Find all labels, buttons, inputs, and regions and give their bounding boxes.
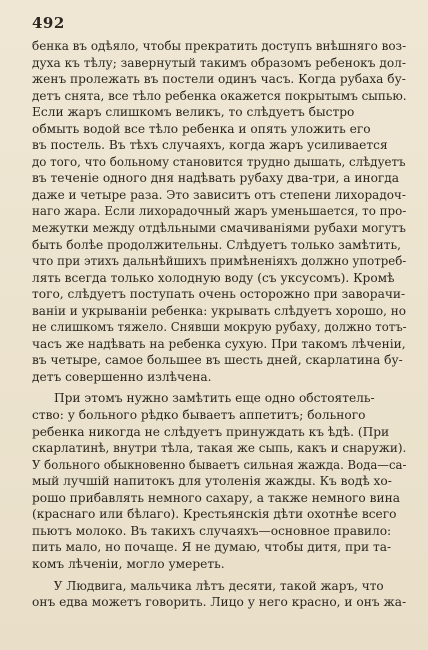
text-line: онъ едва можетъ говорить. Лицо у него красно, и онъ жа- bbox=[32, 595, 406, 610]
text-line: обмыть водой все тѣло ребенка и опять уложить его bbox=[32, 121, 371, 136]
text-line: При этомъ нужно замѣтить еще одно обстоятель- bbox=[54, 391, 375, 406]
text-line: межутки между отдѣльными смачиваніями рубахи могутъ bbox=[32, 221, 406, 236]
text-line: что при этихъ дальнѣйшихъ примѣненіяхъ должно употреб- bbox=[32, 254, 407, 269]
text-line: не слишкомъ тяжело. Снявши мокрую рубаху, должно тотъ- bbox=[32, 320, 407, 335]
text-line: даже и четыре раза. Это зависитъ отъ степени лихорадоч- bbox=[32, 187, 406, 202]
text-line: бенка въ одѣяло, чтобы прекратить доступъ внѣшняго воз- bbox=[32, 39, 407, 53]
text-line: мый лучшій напитокъ для утоленія жажды. Къ водѣ хо- bbox=[32, 474, 392, 489]
paragraph bbox=[32, 578, 406, 611]
text-line: детъ снята, все тѣло ребенка окажется покрытымъ сыпью. bbox=[32, 88, 407, 103]
text-line: женъ пролежать въ постели одинъ часъ. Когда рубаха бу- bbox=[32, 72, 406, 87]
text-line: У Людвига, мальчика лѣтъ десяти, такой жаръ, что bbox=[53, 578, 384, 593]
text-line: того, слѣдуетъ поступать очень осторожно при заворачи- bbox=[32, 287, 406, 302]
page-number: 492 bbox=[32, 14, 65, 32]
text-line: Если жаръ слишкомъ великъ, то слѣдуетъ быстро bbox=[32, 105, 355, 120]
text-line: рошо прибавлять немного сахару, а также немного вина bbox=[32, 490, 401, 505]
text-line: пить мало, но почаще. Я не думаю, чтобы дитя, при та- bbox=[32, 540, 392, 555]
text-line: быть болѣе продолжительны. Слѣдуетъ только замѣтить, bbox=[32, 237, 402, 252]
paragraph bbox=[32, 38, 406, 385]
text-line: въ четыре, самое большее въ шесть дней, скарлатина бу- bbox=[32, 353, 403, 368]
text-line: ребенка никогда не слѣдуетъ принуждать къ ѣдѣ. (При bbox=[32, 424, 390, 439]
text-line: скарлатинѣ, внутри тѣла, такая же сыпь, какъ и снаружи). bbox=[32, 441, 407, 456]
text-line: въ постель. Въ тѣхъ случаяхъ, когда жаръ усиливается bbox=[32, 138, 388, 153]
text-line: ство: у больного рѣдко бываетъ аппетитъ; больного bbox=[32, 408, 366, 423]
text-line: пьютъ молоко. Въ такихъ случаяхъ—основное правило: bbox=[32, 523, 392, 538]
text-line: ваніи и укрываніи ребенка: укрывать слѣдуетъ хорошо, но bbox=[32, 303, 406, 318]
text-line: до того, что больному становится трудно дышать, слѣдуетъ bbox=[32, 154, 406, 169]
text-line: часъ же надѣвать на ребенка сухую. При такомъ лѣченіи, bbox=[32, 336, 406, 351]
text-line: наго жара. Если лихорадочный жаръ уменьшается, то про- bbox=[32, 204, 407, 219]
text-line: въ теченіе одного дня надѣвать рубаху два-три, а иногда bbox=[32, 171, 400, 186]
text-line: (краснаго или бѣлаго). Крестьянскія дѣти охотнѣе всего bbox=[32, 507, 397, 522]
text-line: детъ совершенно излѣчена. bbox=[32, 369, 212, 384]
text-line: комъ лѣченіи, могло умереть. bbox=[32, 556, 225, 571]
body-text bbox=[32, 38, 406, 611]
paragraph bbox=[32, 390, 406, 572]
text-line: У больного обыкновенно бываетъ сильная жажда. Вода—са- bbox=[32, 457, 407, 472]
text-line: лять всегда только холодную воду (съ уксусомъ). Кромѣ bbox=[32, 270, 395, 285]
text-line: духа къ тѣлу; завернутый такимъ образомъ ребенокъ дол- bbox=[32, 55, 406, 70]
